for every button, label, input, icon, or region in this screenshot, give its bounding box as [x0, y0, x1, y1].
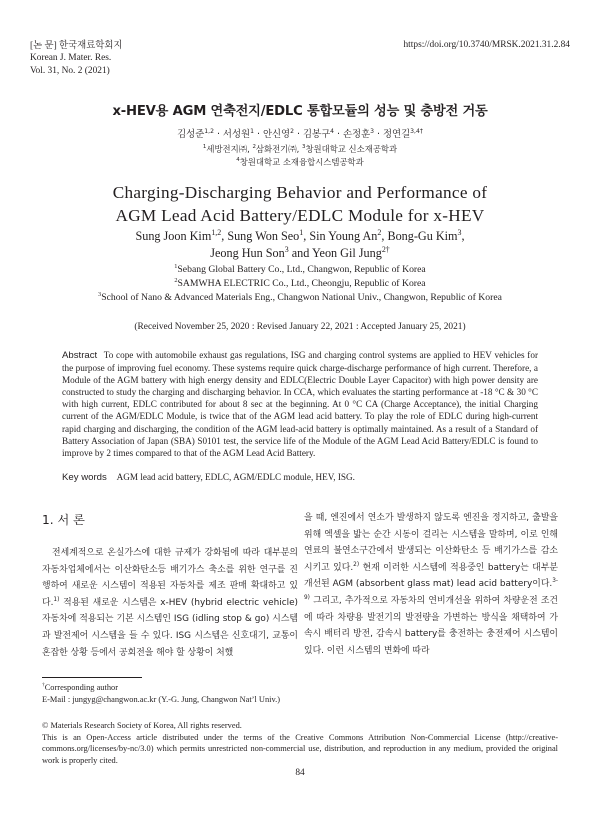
author-superscript: 1,2 [204, 127, 214, 135]
section-heading: 1. 서 론 [42, 513, 85, 527]
author-separator: · [334, 129, 343, 140]
author-superscript: 1,2 [211, 227, 222, 237]
keywords [62, 472, 538, 483]
author-separator: · [374, 129, 383, 140]
author-separator: and [288, 246, 312, 260]
author-separator: , [461, 229, 465, 243]
korean-affiliation-2 [0, 156, 600, 168]
affiliation-superscript: 4 [236, 157, 240, 164]
author-superscript: 2 [290, 127, 294, 135]
english-affiliation-2 [0, 278, 600, 289]
dagger-superscript: † [42, 682, 45, 689]
affiliation-text: 창원대학교 소재융합시스템공학과 [239, 157, 364, 167]
author-name: Yeon Gil Jung [311, 246, 382, 260]
body-column-left [42, 545, 298, 661]
page-number: 84 [295, 768, 305, 778]
license-notice [42, 720, 558, 766]
korean-title: x-HEV용 AGM 연축전지/EDLC 통합모듈의 성능 및 충방전 거동 [112, 104, 488, 119]
author-separator: , [221, 229, 228, 243]
author-name: 손정훈 [342, 129, 371, 140]
author-superscript: 2† [381, 244, 390, 254]
author-name: Bong-Gu Kim [387, 229, 458, 243]
author-superscript: 3 [284, 244, 289, 254]
body-text: 그리고, 추가적으로 자동차의 연비개선을 위하여 차량운전 조건에 따라 차량용 발전기의 발전량을 가변하는 방식을 채택하여 가속시 배터리 방전, 감속시 battery를 충전하는 충전제어 시스템이 있다. 이런 시스템의 변화에 따라 [304, 595, 558, 656]
english-title-line-2: AGM Lead Acid Battery/EDLC Module for x-HEV [115, 206, 485, 225]
reference-superscript: 2) [353, 561, 360, 568]
affiliation-text: 삼화전기㈜, [255, 144, 302, 154]
author-superscript: 3 [457, 227, 462, 237]
keywords-label: Key words [62, 472, 107, 483]
affiliation-text: Sebang Global Battery Co., Ltd., Changwon, Republic of Korea [177, 264, 426, 275]
english-affiliation-1 [0, 264, 600, 275]
affiliation-text: 세방전지㈜, [206, 144, 253, 154]
korean-authors [0, 126, 600, 140]
korean-affiliation-1 [0, 143, 600, 155]
author-name: Sung Joon Kim [135, 229, 212, 243]
corresponding-author-note [42, 682, 280, 705]
affiliation-superscript: 1 [174, 262, 178, 270]
english-authors-line-1 [0, 228, 600, 245]
affiliation-superscript: 1 [202, 144, 207, 151]
author-superscript: 4 [330, 127, 335, 135]
affiliation-superscript: 2 [174, 276, 178, 284]
affiliation-superscript: 2 [252, 144, 256, 151]
author-name: Sung Won Seo [227, 229, 300, 243]
abstract-label: Abstract [62, 350, 98, 361]
footnote-divider [42, 677, 142, 678]
corresponding-text: Corresponding author [44, 683, 118, 692]
affiliation-text: 창원대학교 신소재공학과 [305, 144, 398, 154]
author-separator: , [303, 229, 310, 243]
affiliation-superscript: 3 [98, 290, 102, 298]
english-affiliation-3 [0, 292, 600, 303]
affiliation-text: School of Nano & Advanced Materials Eng., Changwon National Univ., Changwon, Republic of Korea [101, 292, 502, 303]
author-superscript: 1 [250, 127, 254, 135]
author-superscript: 1 [299, 227, 304, 237]
author-superscript: 2 [377, 227, 382, 237]
body-text: 을 때, 엔진에서 연소가 발생하지 않도록 엔진을 정지하고, 출발을 위해 엑셀을 밟는 순간 시동이 걸리는 시스템을 말하며, 이로 인해 연료의 불연소구간에서 발생되는 이산화탄소 등 배기가스를 감소시키고 있다. [304, 513, 558, 573]
affiliation-superscript: 3 [301, 144, 306, 151]
english-title-line-1: Charging-Discharging Behavior and Performance of [112, 183, 488, 202]
author-separator: , [381, 229, 388, 243]
affiliation-text: SAMWHA ELECTRIC Co., Ltd., Cheongju, Republic of Korea [177, 278, 426, 289]
corresponding-author-label [42, 682, 280, 694]
received-dates: (Received November 25, 2020 : Revised January 22, 2021 : Accepted January 25, 2021) [134, 322, 466, 332]
doi-link[interactable]: https://doi.org/10.3740/MRSK.2021.31.2.84 [403, 40, 570, 50]
author-superscript: 3 [370, 127, 375, 135]
body-text: 현재 이러한 시스템에 적용중인 battery는 대부분 개선된 AGM (absorbent glass mat) lead acid battery이다. [304, 562, 558, 590]
author-name: 정연길 [382, 129, 411, 140]
author-separator: · [213, 129, 223, 140]
author-separator: · [294, 129, 303, 140]
license-text: This is an Open-Access article distributed under the terms of the Creative Commons Attribution Non-Commercial License (http://creative-commons.org/licenses/by-nc/3.0) which permits unrestricted non-commercial use, distribution, and reproduction in any medium, provided the original work is properly cited. [42, 732, 558, 765]
author-name: 서성원 [222, 129, 251, 140]
body-column-right [304, 510, 558, 659]
reference-superscript: 1) [53, 596, 60, 603]
body-text: 전세계적으로 온실가스에 대한 규제가 강화됨에 따라 대부분의 자동차업체에서는 이산화탄소등 배기가스 축소를 위한 연구를 진행하여 새로운 시스템이 적용된 자동차를 제조 판매 확대하고 있다. [42, 548, 298, 608]
copyright-line: © Materials Research Society of Korea, All rights reserved. [42, 721, 242, 730]
english-authors-line-2 [0, 245, 600, 262]
author-name: 김성준 [177, 129, 205, 140]
english-title [0, 181, 600, 227]
corresponding-author-email: E-Mail : jungyg@changwon.ac.kr (Y.-G. Jung, Changwon Nat’l Univ.) [42, 694, 280, 704]
author-name: 김봉구 [302, 129, 331, 140]
english-authors [0, 228, 600, 262]
keywords-text: AGM lead acid battery, EDLC, AGM/EDLC module, HEV, ISG. [116, 472, 355, 482]
author-name: 안신영 [262, 129, 291, 140]
abstract-text: To cope with automobile exhaust gas regulations, ISG and charging control systems are applied to HEV vehicles for the purpose of improving fuel economy. These systems require quick charge-discharge performance of high current. Therefore, a Module of the AGM battery with high energy density and EDLC(Electric Double Layer Capacitor) with high power density are constructed to study the charging and discharging behavior. In CCA, which evaluates the starting performance at -18 °C & 30 °C with high current, EDLC contributed for about 8 sec at the beginning. At 0 °C CA (Charge Acceptance), the initial Charging current of the AGM/EDLC Module, is twice that of the AGM lead acid battery. To play the role of EDLC during high-current rapid charging and discharging, the condition of the AGM lead-acid battery is optimally maintained. As a result of a Standard of Battery Association of Japan (SBA) S0101 test, the service life of the Module of the AGM Lead Acid Battery/EDLC is found to improve by 2 times compared to that of the AGM Lead Acid Battery. [62, 350, 539, 458]
body-text: 적용된 새로운 시스템은 x-HEV (hybrid electric vehicle)자동차에 적용되는 기본 시스템인 ISG (idling stop & go) 시스템과 발전제어 시스템을 들 수 있다. ISG 시스템은 신호대기, 교통이 혼잡한 상황 등에서 공회전을 해야 할 상황이 처했 [42, 597, 298, 658]
author-name: Jeong Hun Son [210, 246, 285, 260]
author-name: Sin Young An [309, 229, 378, 243]
author-superscript: 3,4† [410, 127, 423, 135]
reference-superscript: 3-9) [304, 578, 558, 601]
abstract [62, 349, 538, 459]
author-separator: · [253, 129, 263, 140]
journal-name-korean: [논 문] 한국재료학회지 [30, 41, 123, 51]
journal-header [30, 40, 122, 77]
journal-name-english: Korean J. Mater. Res. [30, 53, 112, 64]
journal-volume: Vol. 31, No. 2 (2021) [30, 65, 110, 76]
